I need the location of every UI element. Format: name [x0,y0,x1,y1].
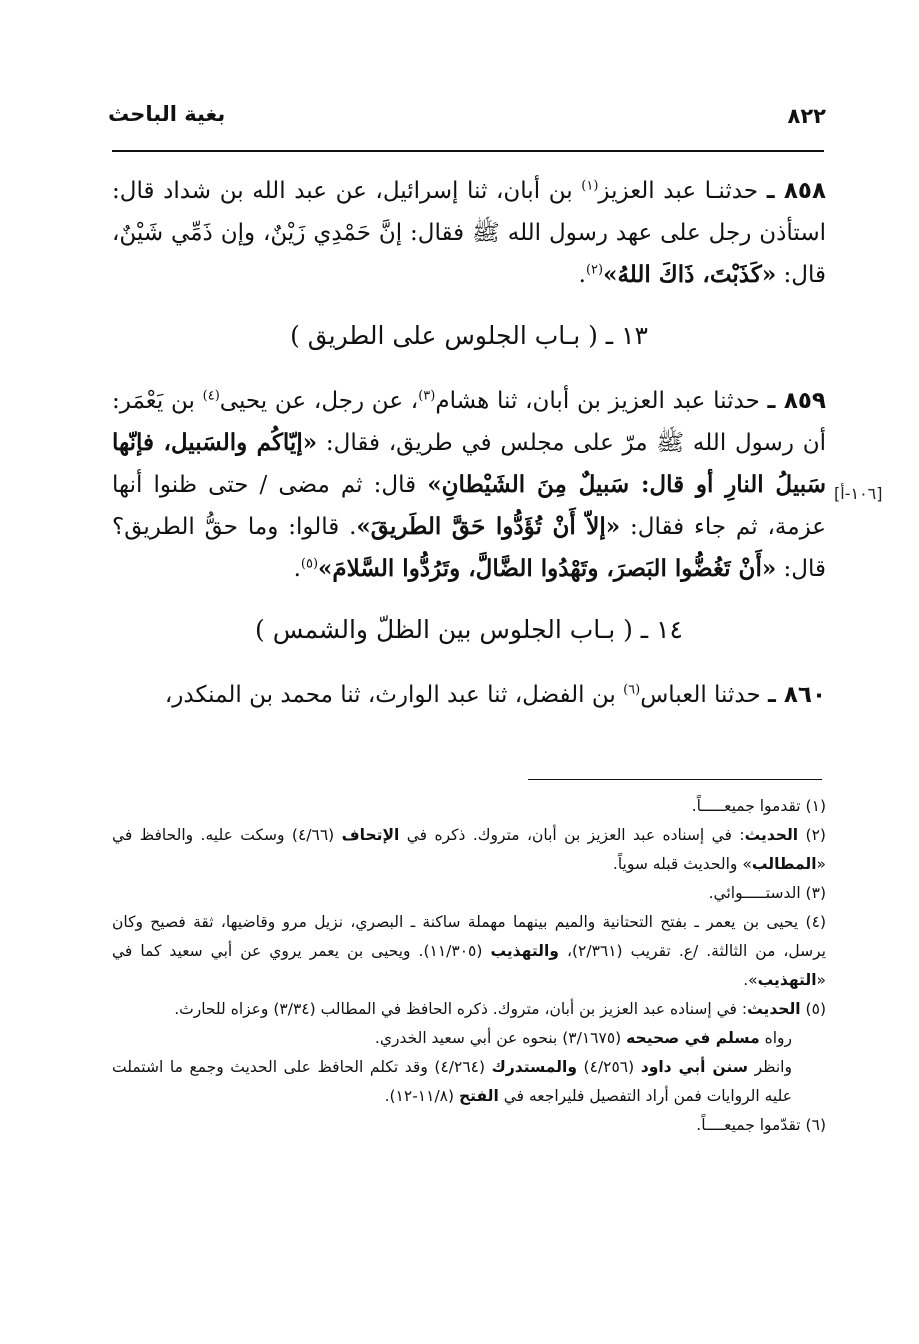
footnote-4 [112,908,826,995]
hadith-number: ٨٦٠ ـ [768,682,826,708]
chapter-heading-14: ١٤ ـ ( بـاب الجلوس بين الظلّ والشمس ) [255,615,683,644]
header-rule [112,150,824,152]
hadith-text: . [578,262,586,288]
hadith-text: . [293,556,301,582]
manuscript-folio-marker: [١٠٦-أ] [834,484,883,503]
footnote-5-muslim [112,1024,826,1053]
footnote-text: رواه [759,1029,792,1047]
footnote-2 [112,821,826,879]
source-title: المطالب [751,855,817,873]
hadith-text: بن يَعْمَر: أن رسول الله ﷺ مرّ على مجلس في طريق، فقال: [112,388,826,456]
footnote-label: الحديث [744,826,799,844]
hadith-text: ، عن رجل، عن يحيى [219,388,419,414]
footnote-ref[interactable]: (٦) [623,682,641,698]
footnote-text: : في إسناده عبد العزيز بن أبان، متروك. ذكره الحافظ في المطالب (٣/٣٤) وعزاه للحارث. [174,1000,748,1018]
prophetic-quote: «أَنْ تَغُضُّوا البَصرَ، وتَهْدُوا الضَّالَّ، وتَرُدُّوا السَّلامَ» [318,555,777,582]
footnote-text: وانظر [748,1058,792,1076]
hadith-text: . قالوا: وما حقُّ الطريق؟ قال: [112,514,826,582]
hadith-text: بن أبان، ثنا إسرائيل، عن عبد الله بن شداد قال: استأذن رجل على عهد رسول الله ﷺ فقال: إنَّ حَمْدِي زَيْنٌ، وإن ذَمِّي شَيْنٌ، قال: [112,178,826,288]
hadith-860 [112,674,826,716]
footnote-label: الحديث [747,1000,801,1018]
prophetic-quote: «إلاّ أَنْ تُؤَدُّوا حَقَّ الطَريقَ» [356,513,621,540]
source-title: الإتحاف [341,826,400,844]
footnotes [112,792,826,1140]
footnote-text: (٥) [800,1000,826,1018]
hadith-text: قال: ثم مضى / حتى ظنوا أنها عزمة، ثم جاء فقال: [112,472,826,540]
footnote-text: (١١/٣٠٥). ويحيى بن يعمر يروي عن أبي سعيد كما في « [112,942,826,989]
footnote-text: (٢) [798,826,826,844]
footnote-text: » والحديث قبله سوياً. [612,855,752,873]
source-title: والتهذيب [490,942,559,960]
footnote-ref[interactable]: (٥) [300,556,319,572]
prophetic-quote: «إيّاكُم والسَبيل، فإنّها سَبيلُ النارِ أو قال: سَبيلٌ مِنَ الشَيْطانِ» [112,429,827,498]
hadith-859 [112,380,826,590]
hadith-text: حدثنا العباس [640,682,768,708]
footnote-ref[interactable]: (٤) [202,388,220,404]
page-header [108,98,826,138]
footnote-text: (٤/٢٦٤) وقد تكلم الحافظ على الحديث وجمع ما اشتملت عليه الروايات فمن أراد التفصيل فليراجعه في [112,1058,792,1105]
hadith-858 [112,170,826,296]
footnote-text: (٤/٦٦) وسكت عليه. والحافظ في « [112,826,826,873]
footnote-rule [528,779,822,780]
footnote-1: (١) تقدموا جميعـــــاً. [691,797,826,815]
footnote-text: (٣/١٦٧٥) بنحوه عن أبي سعيد الخدري. [374,1029,627,1047]
hadith-text: حدثنا عبد العزيز بن أبان، ثنا هشام [435,388,768,414]
source-title: والمستدرك [491,1058,577,1076]
footnote-ref[interactable]: (٢) [585,262,604,278]
chapter-heading-13: ١٣ ـ ( بـاب الجلوس على الطريق ) [290,321,648,350]
hadith-text: حدثنـا عبد العزيز [598,178,767,204]
footnote-3: (٣) الدستـــــوائي. [708,884,826,902]
source-title: مسلم في صحيحه [626,1029,760,1047]
footnote-5 [112,995,826,1024]
footnote-text: ». [743,971,758,989]
footnote-5-abudawud [112,1053,826,1111]
hadith-number: ٨٥٩ ـ [767,388,826,414]
footnote-text: (٤/٢٥٦) [576,1058,641,1076]
footnote-text: (١١/٨-١٢). [384,1087,459,1105]
source-title: سنن أبي داود [640,1058,749,1076]
source-title: الفتح [458,1087,499,1105]
footnote-text: (٤) يحيى بن يعمر ـ بفتح التحتانية والميم بينهما مهملة ساكنة ـ البصري، نزيل مرو وقاضيها، ثقة فصيح وكان يرسل، من الثالثة. /ع. تقريب (٢/٣٦١)، [112,913,826,960]
hadith-text: بن الفضل، ثنا عبد الوارث، ثنا محمد بن المنكدر، [164,682,624,708]
source-title: التهذيب [757,971,817,989]
main-text [112,170,826,724]
running-title: بغية الباحث [108,102,226,126]
hadith-number: ٨٥٨ ـ [766,178,826,204]
footnote-ref[interactable]: (٣) [418,388,436,404]
page-number: ٨٢٢ [787,104,826,128]
footnote-ref[interactable]: (١) [581,178,599,194]
prophetic-quote: «كَذَبْتَ، ذَاكَ اللهُ» [603,261,777,288]
footnote-6: (٦) تقدّموا جميعــــاً. [696,1116,826,1134]
footnote-text: : في إسناده عبد العزيز بن أبان، متروك. ذكره في [399,826,745,844]
